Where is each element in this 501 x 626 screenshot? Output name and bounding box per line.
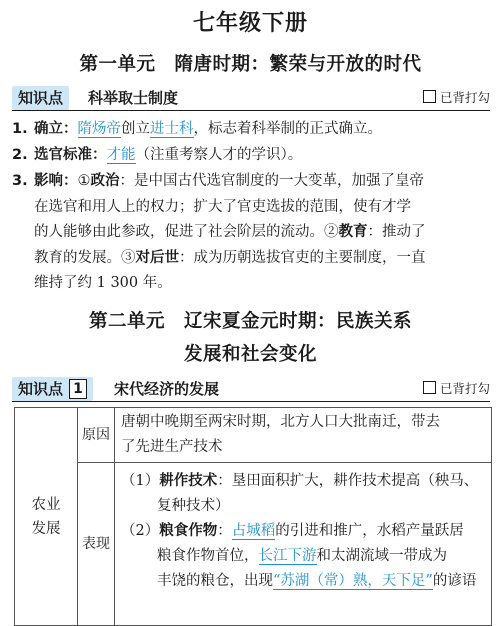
content-cell [115, 408, 492, 463]
category-cell [15, 408, 78, 626]
recite-label: 已背打勾 [439, 90, 490, 105]
unit2-title-line1: 第二单元 辽宋夏金元时期：民族关系 [88, 311, 412, 332]
economy-table [14, 407, 492, 626]
item-text: 在选官和用人上的权力；扩大了官吏选拔的范围，使有才学 [34, 198, 411, 215]
knowledge-point-header [12, 86, 490, 110]
unit2-title-line2: 发展和社会变化 [183, 344, 317, 365]
item-text: 的人能够由此参政，促进了社会阶层的流动。② [34, 224, 339, 240]
checkbox-icon[interactable] [423, 381, 436, 394]
cell-text: 复种技术） [157, 498, 230, 514]
cell-text: 的引进和推广，水稻产量跃居 [275, 523, 464, 539]
recite-checkbox[interactable] [423, 377, 490, 401]
knowledge-point-badge [12, 377, 93, 401]
knowledge-point-header [12, 377, 490, 401]
cell-keyword: 粮食作物 [159, 523, 218, 539]
item-text: ：成为历朝选拔官吏的主要制度，一直 [179, 249, 426, 266]
cell-text: （2） [121, 523, 160, 539]
cell-text: 了先进生产技术 [121, 439, 223, 455]
highlight-term: 长江下游 [258, 548, 317, 564]
list-item [12, 169, 489, 297]
item-keyword: 对后世 [135, 249, 179, 266]
cell-text: 和太湖流域一带成为 [316, 548, 447, 564]
cell-text: （1） [121, 473, 160, 489]
item-keyword: 教育 [338, 224, 368, 240]
item-number: 3. [12, 173, 28, 189]
item-text: 创立 [121, 121, 150, 137]
category-label: 发展 [31, 520, 61, 537]
item-text: ① [77, 173, 91, 189]
table-row [15, 408, 492, 463]
divider [12, 401, 490, 402]
item-label: 确立： [34, 121, 78, 137]
checkbox-icon[interactable] [423, 90, 436, 103]
item-label: 选官标准： [34, 147, 107, 163]
list-item [12, 117, 489, 143]
cell-text: 的谚语 [432, 573, 477, 589]
list-item [12, 143, 489, 169]
highlight-term: “苏湖（常）熟，天下足” [273, 573, 433, 589]
cell-text: ： [217, 523, 232, 539]
cell-text: ：垦田面积扩大，耕作技术提高（秧马、 [217, 473, 479, 489]
cell-text: 丰饶的粮仓，出现 [157, 573, 273, 589]
recite-checkbox[interactable] [423, 86, 490, 110]
page-title: 七年级下册 [192, 11, 308, 36]
item-text: 教育的发展。③ [34, 249, 136, 266]
badge-number: 1 [69, 379, 87, 399]
item-text: 维持了约 1 300 年。 [34, 275, 172, 291]
knowledge-point-badge: 知识点 [12, 86, 69, 110]
content-cell [115, 463, 492, 626]
item-number: 2. [12, 147, 28, 163]
knowledge-point-title: 科举取士制度 [88, 89, 179, 107]
cell-keyword: 耕作技术 [159, 473, 218, 489]
subcategory-cell: 原因 [78, 408, 115, 463]
highlight-term: 进士科 [150, 121, 194, 137]
divider [12, 110, 490, 111]
item-text: ：推动了 [367, 224, 426, 240]
item-keyword: 政治 [90, 173, 120, 189]
item-label: 影响： [34, 173, 78, 189]
cell-text: 唐朝中晚期至两宋时期，北方人口大批南迁，带去 [121, 414, 440, 430]
knowledge-point-title: 宋代经济的发展 [114, 380, 220, 398]
item-text: ：是中国古代选官制度的一大变革，加强了皇帝 [119, 173, 424, 189]
recite-label: 已背打勾 [439, 381, 490, 396]
badge-label: 知识点 [18, 380, 64, 398]
subcategory-cell: 表现 [78, 463, 115, 626]
highlight-term: 才能 [106, 147, 136, 163]
item-text: （注重考察人才的学识）。 [135, 147, 303, 163]
category-label: 农业 [31, 496, 61, 513]
item-number: 1. [12, 121, 28, 137]
unit1-title: 第一单元 隋唐时期：繁荣与开放的时代 [79, 54, 422, 75]
highlight-term: 隋炀帝 [77, 121, 121, 137]
item-text: ，标志着科举制的正式确立。 [193, 121, 382, 137]
table-row [15, 463, 492, 626]
cell-text: 粮食作物首位， [157, 548, 259, 564]
highlight-term: 占城稻 [231, 523, 276, 539]
